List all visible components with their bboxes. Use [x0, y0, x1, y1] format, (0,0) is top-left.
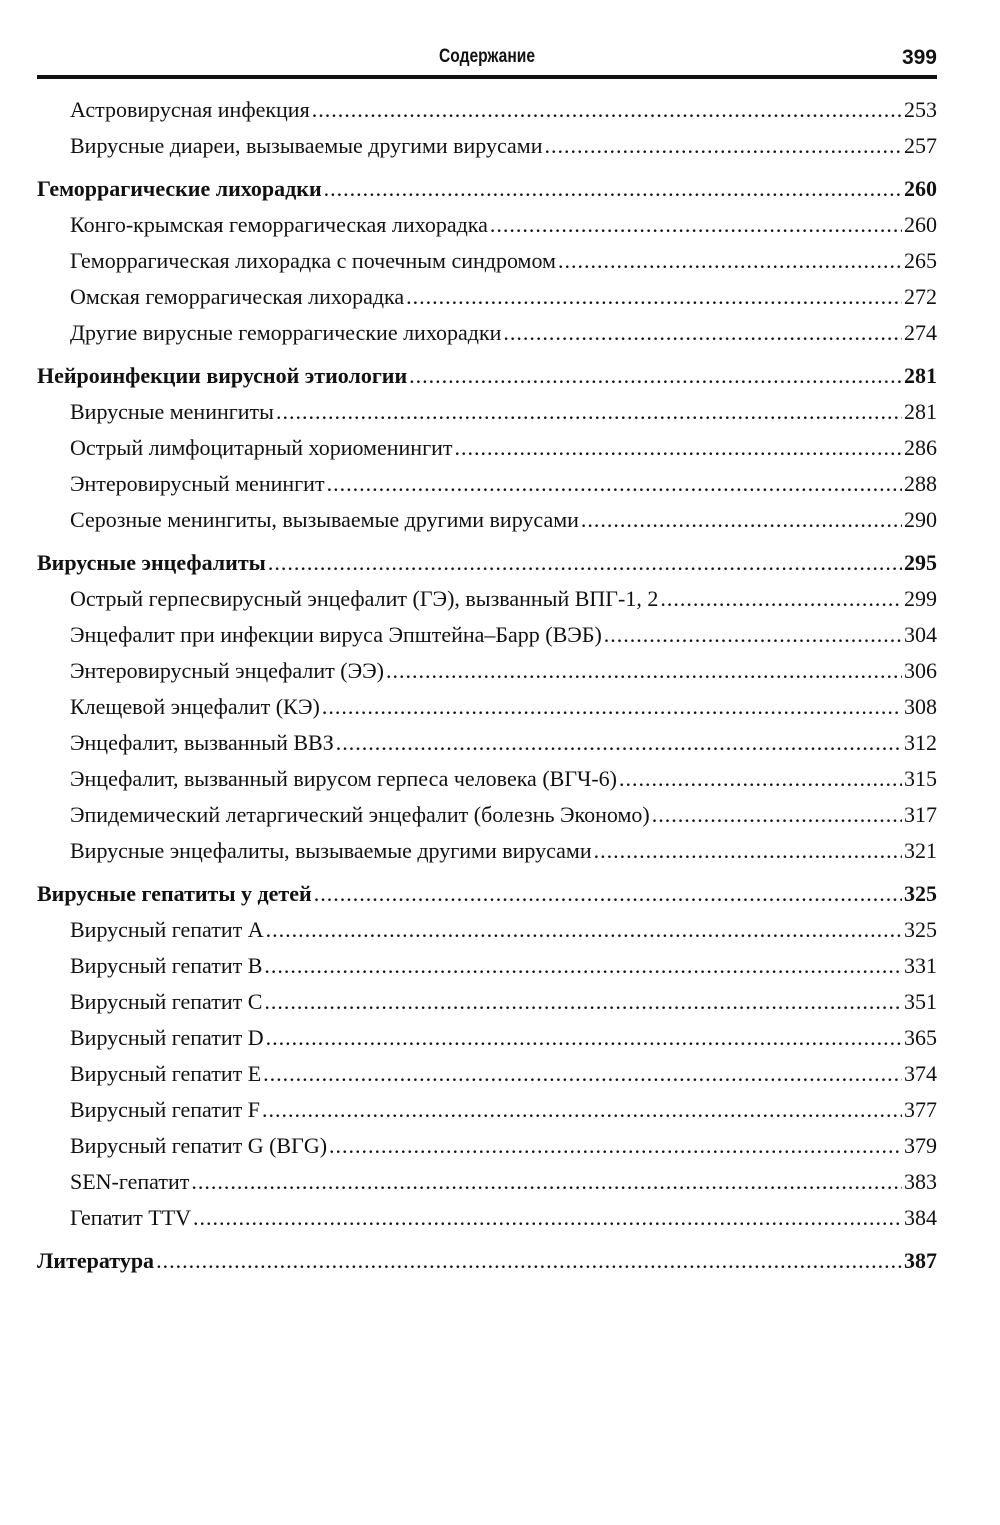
toc-entry-title: Вирусный гепатит A	[70, 917, 264, 942]
toc-entry-title: Эпидемический летаргический энцефалит (болезнь Экономо)	[70, 802, 650, 827]
toc-entry-page: 308	[904, 694, 937, 719]
toc-entry-title: Нейроинфекции вирусной этиологии	[37, 363, 408, 388]
running-header	[37, 42, 937, 78]
toc-entry-page: 260	[904, 212, 937, 237]
toc-entry-title: Вирусный гепатит D	[70, 1025, 264, 1050]
toc-entry-page: 387	[904, 1248, 937, 1273]
toc-entry-title: Серозные менингиты, вызываемые другими вирусами	[70, 507, 579, 532]
dot-leader	[312, 92, 902, 128]
dot-leader	[191, 1164, 902, 1200]
toc-entry[interactable]	[37, 207, 937, 243]
toc-entry[interactable]	[37, 315, 937, 351]
toc-entry[interactable]	[37, 394, 937, 430]
table-of-contents	[37, 92, 937, 1279]
toc-entry[interactable]	[37, 912, 937, 948]
toc-entry-title: Энтеровирусный энцефалит (ЭЭ)	[70, 658, 384, 683]
toc-entry-title: Вирусные гепатиты у детей	[37, 881, 312, 906]
toc-entry-title: Вирусные менингиты	[70, 399, 274, 424]
toc-entry-page: 253	[904, 97, 937, 122]
toc-entry-page: 260	[904, 176, 937, 201]
toc-entry-title: Энцефалит, вызванный вирусом герпеса человека (ВГЧ-6)	[70, 766, 617, 791]
toc-entry-title: Геморрагическая лихорадка с почечным синдромом	[70, 248, 556, 273]
dot-leader	[314, 876, 902, 912]
dot-leader	[409, 358, 902, 394]
toc-entry-title: Энцефалит при инфекции вируса Эпштейна–Барр (ВЭБ)	[70, 622, 602, 647]
toc-entry[interactable]	[37, 797, 937, 833]
toc-entry-title: Острый герпесвирусный энцефалит (ГЭ), вызванный ВПГ-1, 2	[70, 586, 659, 611]
toc-entry-title: SEN-гепатит	[70, 1169, 190, 1194]
toc-entry-title: Гепатит TTV	[70, 1205, 192, 1230]
dot-leader	[386, 653, 902, 689]
toc-entry[interactable]	[37, 1056, 937, 1092]
dot-leader	[619, 761, 902, 797]
toc-entry-title: Энцефалит, вызванный ВВЗ	[70, 730, 334, 755]
toc-entry-page: 331	[904, 953, 937, 978]
toc-entry-title: Вирусный гепатит F	[70, 1097, 260, 1122]
dot-leader	[660, 581, 902, 617]
toc-entry-title: Астровирусная инфекция	[70, 97, 310, 122]
toc-entry-page: 274	[904, 320, 937, 345]
toc-entry[interactable]	[37, 581, 937, 617]
toc-entry[interactable]	[37, 617, 937, 653]
dot-leader	[264, 984, 902, 1020]
toc-entry-page: 351	[904, 989, 937, 1014]
toc-entry-title: Вирусный гепатит C	[70, 989, 263, 1014]
dot-leader	[545, 128, 902, 164]
toc-section-entry[interactable]	[37, 358, 937, 394]
toc-section-entry[interactable]	[37, 876, 937, 912]
dot-leader	[327, 466, 902, 502]
dot-leader	[406, 279, 902, 315]
toc-entry[interactable]	[37, 653, 937, 689]
dot-leader	[336, 725, 902, 761]
toc-entry[interactable]	[37, 1092, 937, 1128]
toc-entry[interactable]	[37, 948, 937, 984]
toc-entry-title: Вирусный гепатит B	[70, 953, 263, 978]
dot-leader	[503, 315, 902, 351]
toc-entry-page: 299	[904, 586, 937, 611]
dot-leader	[652, 797, 902, 833]
dot-leader	[262, 1092, 902, 1128]
toc-entry[interactable]	[37, 833, 937, 869]
toc-entry-title: Вирусный гепатит E	[70, 1061, 262, 1086]
toc-section-entry[interactable]	[37, 1243, 937, 1279]
toc-entry-page: 374	[904, 1061, 937, 1086]
toc-entry[interactable]	[37, 430, 937, 466]
toc-entry-page: 288	[904, 471, 937, 496]
toc-entry-page: 365	[904, 1025, 937, 1050]
toc-entry-page: 321	[904, 838, 937, 863]
dot-leader	[193, 1200, 902, 1236]
dot-leader	[604, 617, 902, 653]
toc-entry[interactable]	[37, 761, 937, 797]
dot-leader	[322, 689, 902, 725]
toc-entry-title: Омская геморрагическая лихорадка	[70, 284, 405, 309]
toc-entry[interactable]	[37, 725, 937, 761]
dot-leader	[581, 502, 902, 538]
toc-entry-page: 281	[904, 363, 937, 388]
toc-entry-page: 295	[904, 550, 937, 575]
toc-entry[interactable]	[37, 1200, 937, 1236]
toc-entry-page: 290	[904, 507, 937, 532]
toc-entry-page: 265	[904, 248, 937, 273]
toc-entry-title: Геморрагические лихорадки	[37, 176, 322, 201]
toc-entry-page: 306	[904, 658, 937, 683]
dot-leader	[324, 171, 902, 207]
toc-entry[interactable]	[37, 1128, 937, 1164]
toc-entry-page: 325	[904, 881, 937, 906]
dot-leader	[266, 912, 902, 948]
toc-entry-title: Острый лимфоцитарный хориоменингит	[70, 435, 453, 460]
header-rule	[37, 75, 937, 79]
header-page-number: 399	[901, 46, 937, 69]
toc-entry[interactable]	[37, 128, 937, 164]
dot-leader	[454, 430, 902, 466]
toc-entry-page: 325	[904, 917, 937, 942]
toc-entry-page: 281	[904, 399, 937, 424]
toc-entry-page: 315	[904, 766, 937, 791]
dot-leader	[276, 394, 902, 430]
toc-entry-title: Литература	[37, 1248, 155, 1273]
toc-entry-page: 377	[904, 1097, 937, 1122]
toc-entry[interactable]	[37, 984, 937, 1020]
toc-entry-title: Вирусные диареи, вызываемые другими вирусами	[70, 133, 543, 158]
toc-entry-title: Вирусные энцефалиты, вызываемые другими вирусами	[70, 838, 592, 863]
dot-leader	[264, 948, 902, 984]
header-title: Содержание	[439, 46, 535, 67]
dot-leader	[329, 1128, 902, 1164]
toc-entry-page: 286	[904, 435, 937, 460]
toc-entry-page: 272	[904, 284, 937, 309]
toc-entry[interactable]	[37, 502, 937, 538]
toc-entry-page: 383	[904, 1169, 937, 1194]
toc-entry-title: Другие вирусные геморрагические лихорадки	[70, 320, 502, 345]
toc-entry[interactable]	[37, 1164, 937, 1200]
toc-entry-page: 257	[904, 133, 937, 158]
dot-leader	[594, 833, 902, 869]
toc-entry-title: Вирусный гепатит G (ВГG)	[70, 1133, 328, 1158]
toc-entry[interactable]	[37, 689, 937, 725]
dot-leader	[263, 1056, 902, 1092]
toc-entry-page: 312	[904, 730, 937, 755]
toc-entry[interactable]	[37, 466, 937, 502]
dot-leader	[266, 1020, 902, 1056]
toc-entry-title: Вирусные энцефалиты	[37, 550, 266, 575]
toc-section-entry[interactable]	[37, 545, 937, 581]
toc-entry[interactable]	[37, 243, 937, 279]
toc-entry-page: 304	[904, 622, 937, 647]
dot-leader	[490, 207, 902, 243]
toc-entry-page: 384	[904, 1205, 937, 1230]
toc-entry-title: Клещевой энцефалит (КЭ)	[70, 694, 320, 719]
toc-entry-title: Энтеровирусный менингит	[70, 471, 325, 496]
toc-entry-title: Конго-крымская геморрагическая лихорадка	[70, 212, 488, 237]
toc-entry-page: 379	[904, 1133, 937, 1158]
dot-leader	[268, 545, 902, 581]
toc-section-entry[interactable]	[37, 171, 937, 207]
toc-entry[interactable]	[37, 279, 937, 315]
toc-entry[interactable]	[37, 1020, 937, 1056]
toc-entry[interactable]	[37, 92, 937, 128]
toc-entry-page: 317	[904, 802, 937, 827]
dot-leader	[156, 1243, 902, 1279]
dot-leader	[558, 243, 902, 279]
